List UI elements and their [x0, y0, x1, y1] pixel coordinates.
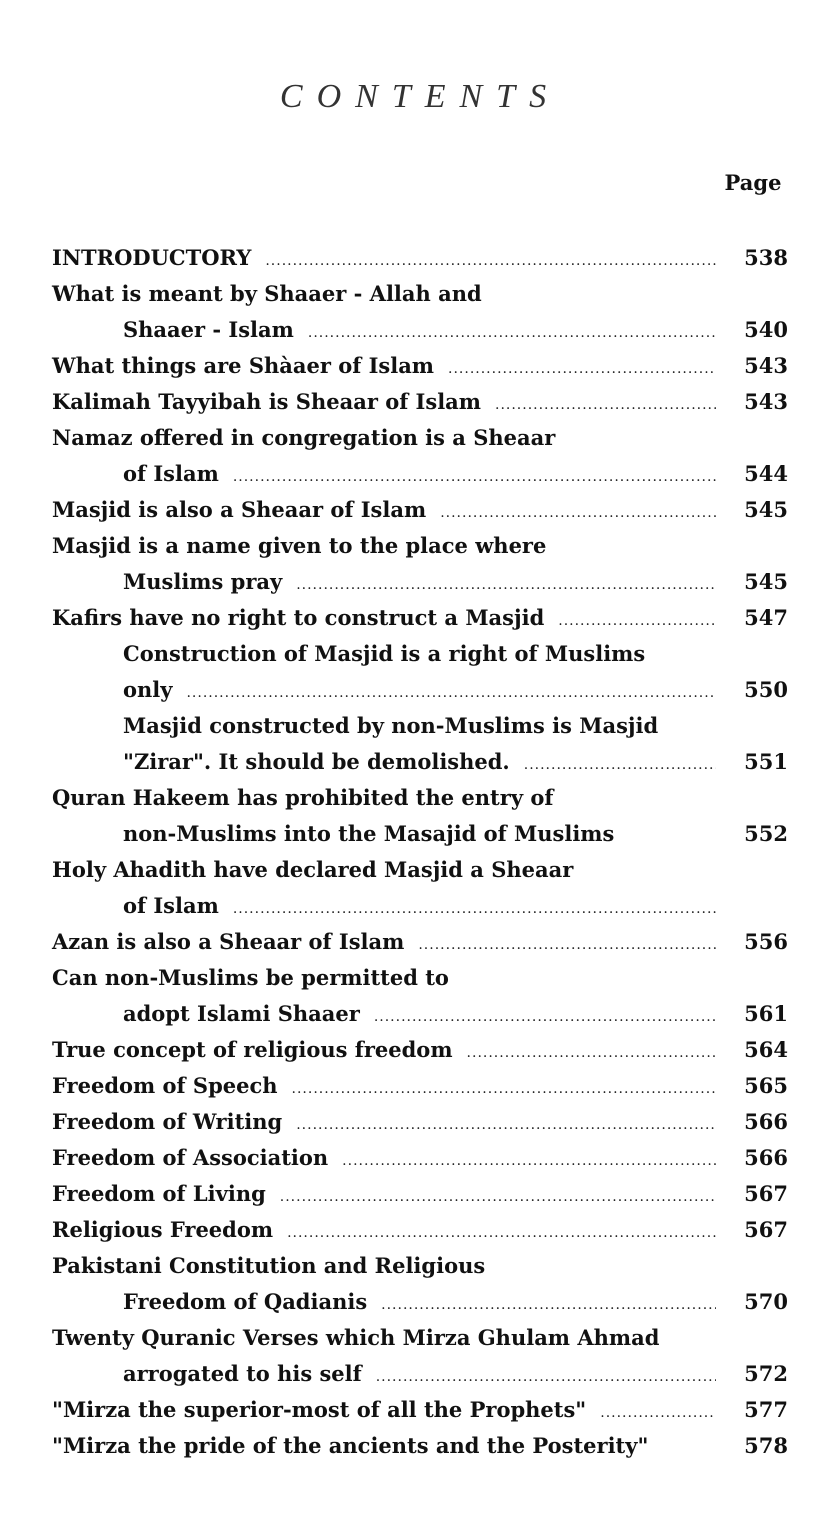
toc-page-number: 547: [744, 605, 788, 630]
toc-page-number: 578: [744, 1433, 788, 1458]
toc-entry-text: Azan is also a Sheaar of Islam: [52, 929, 405, 954]
toc-entry-text: Freedom of Association: [52, 1145, 329, 1170]
toc-page-number: 545: [744, 569, 788, 594]
dot-leader: [524, 747, 716, 783]
toc-line: [52, 888, 788, 924]
toc-line: [52, 1428, 788, 1464]
toc-page-number: 577: [744, 1397, 788, 1422]
dot-leader: [296, 567, 716, 603]
toc-entry-text: Masjid is a name given to the place where: [52, 533, 547, 558]
dot-leader: [381, 1287, 716, 1323]
toc-line: [52, 960, 788, 996]
toc-entry-text: Freedom of Living: [52, 1181, 266, 1206]
toc-line: [52, 456, 788, 492]
toc-entry-text: arrogated to his self: [123, 1361, 362, 1386]
toc-line: [52, 420, 788, 456]
toc-page-number: 543: [744, 389, 788, 414]
dot-leader: [342, 1143, 716, 1179]
toc-line: [52, 1140, 788, 1176]
page-title: CONTENTS: [279, 78, 561, 115]
dot-leader: [600, 1395, 716, 1431]
toc-page-number: 567: [744, 1217, 788, 1242]
toc-line: [52, 600, 788, 636]
dot-leader: [376, 1359, 716, 1395]
toc-entry-text: Kalimah Tayyibah is Sheaar of Islam: [52, 389, 481, 414]
dot-leader: [418, 927, 716, 963]
toc-page-number: 545: [744, 497, 788, 522]
toc-line: [52, 492, 788, 528]
toc-entry-text: adopt Islami Shaaer: [123, 1001, 360, 1026]
toc-line: [52, 996, 788, 1032]
toc-line: [52, 816, 788, 852]
toc-page-number: 566: [744, 1145, 788, 1170]
toc-line: [52, 240, 788, 276]
dot-leader: [374, 999, 716, 1035]
toc-entry-text: Kafirs have no right to construct a Masjid: [52, 605, 545, 630]
toc-line: [52, 1176, 788, 1212]
toc-page-number: 564: [744, 1037, 788, 1062]
toc-entry-text: "Zirar". It should be demolished.: [123, 749, 510, 774]
toc-entry-text: Twenty Quranic Verses which Mirza Ghulam Ahmad: [52, 1325, 660, 1350]
toc-page-number: 543: [744, 353, 788, 378]
dot-leader: [448, 351, 716, 387]
page-column-header: Page: [724, 170, 782, 195]
toc-entry-text: Freedom of Qadianis: [123, 1289, 368, 1314]
toc-entry-text: only: [123, 677, 173, 702]
toc-line: [52, 1248, 788, 1284]
toc-line: [52, 1032, 788, 1068]
dot-leader: [495, 387, 716, 423]
toc-entry-text: Can non-Muslims be permitted to: [52, 965, 449, 990]
toc-entry-text: What is meant by Shaaer - Allah and: [52, 281, 482, 306]
dot-leader: [186, 675, 716, 711]
toc-entry-text: INTRODUCTORY: [52, 245, 252, 270]
toc-page-number: 538: [744, 245, 788, 270]
toc-entry-text: Masjid constructed by non-Muslims is Masjid: [123, 713, 659, 738]
toc-entry-text: "Mirza the pride of the ancients and the Posterity": [52, 1433, 649, 1458]
toc-line: [52, 1392, 788, 1428]
toc-line: [52, 1068, 788, 1104]
dot-leader: [467, 1035, 716, 1071]
toc-line: [52, 1212, 788, 1248]
table-of-contents: [52, 240, 788, 1464]
toc-entry-text: of Islam: [123, 461, 219, 486]
dot-leader: [292, 1071, 716, 1107]
toc-page-number: 556: [744, 929, 788, 954]
toc-page-number: 544: [744, 461, 788, 486]
toc-line: [52, 312, 788, 348]
dot-leader: [308, 315, 716, 351]
toc-line: [52, 384, 788, 420]
toc-line: [52, 1104, 788, 1140]
dot-leader: [233, 459, 716, 495]
toc-page-number: 540: [744, 317, 788, 342]
toc-entry-text: Pakistani Constitution and Religious: [52, 1253, 486, 1278]
toc-line: [52, 276, 788, 312]
toc-entry-text: Religious Freedom: [52, 1217, 274, 1242]
dot-leader: [440, 495, 716, 531]
toc-entry-text: Quran Hakeem has prohibited the entry of: [52, 785, 554, 810]
toc-entry-text: Namaz offered in congregation is a Sheaar: [52, 425, 556, 450]
toc-entry-text: "Mirza the superior-most of all the Prophets": [52, 1397, 587, 1422]
dot-leader: [233, 891, 716, 927]
toc-entry-text: Holy Ahadith have declared Masjid a Sheaar: [52, 857, 574, 882]
toc-page-number: 550: [744, 677, 788, 702]
toc-page-number: 561: [744, 1001, 788, 1026]
toc-entry-text: of Islam: [123, 893, 219, 918]
toc-entry-text: Shaaer - Islam: [123, 317, 294, 342]
toc-entry-text: Construction of Masjid is a right of Muslims: [123, 641, 646, 666]
toc-entry-text: True concept of religious freedom: [52, 1037, 453, 1062]
toc-page-number: 570: [744, 1289, 788, 1314]
toc-line: [52, 780, 788, 816]
toc-line: [52, 636, 788, 672]
toc-line: [52, 1320, 788, 1356]
dot-leader: [558, 603, 716, 639]
dot-leader: [287, 1215, 716, 1251]
toc-line: [52, 708, 788, 744]
toc-line: [52, 564, 788, 600]
toc-entry-text: Freedom of Writing: [52, 1109, 283, 1134]
toc-page-number: 567: [744, 1181, 788, 1206]
dot-leader: [296, 1107, 716, 1143]
dot-leader: [265, 243, 716, 279]
toc-entry-text: non-Muslims into the Masajid of Muslims: [123, 821, 615, 846]
toc-line: [52, 528, 788, 564]
toc-line: [52, 348, 788, 384]
toc-line: [52, 1284, 788, 1320]
toc-page-number: 552: [744, 821, 788, 846]
toc-page-number: 572: [744, 1361, 788, 1386]
toc-line: [52, 1356, 788, 1392]
toc-entry-text: What things are Shàaer of Islam: [52, 353, 435, 378]
toc-line: [52, 852, 788, 888]
toc-line: [52, 672, 788, 708]
dot-leader: [280, 1179, 716, 1215]
toc-page-number: 566: [744, 1109, 788, 1134]
toc-page-number: 565: [744, 1073, 788, 1098]
toc-entry-text: Freedom of Speech: [52, 1073, 278, 1098]
toc-entry-text: Muslims pray: [123, 569, 283, 594]
toc-line: [52, 744, 788, 780]
toc-line: [52, 924, 788, 960]
toc-page-number: 551: [744, 749, 788, 774]
toc-entry-text: Masjid is also a Sheaar of Islam: [52, 497, 427, 522]
